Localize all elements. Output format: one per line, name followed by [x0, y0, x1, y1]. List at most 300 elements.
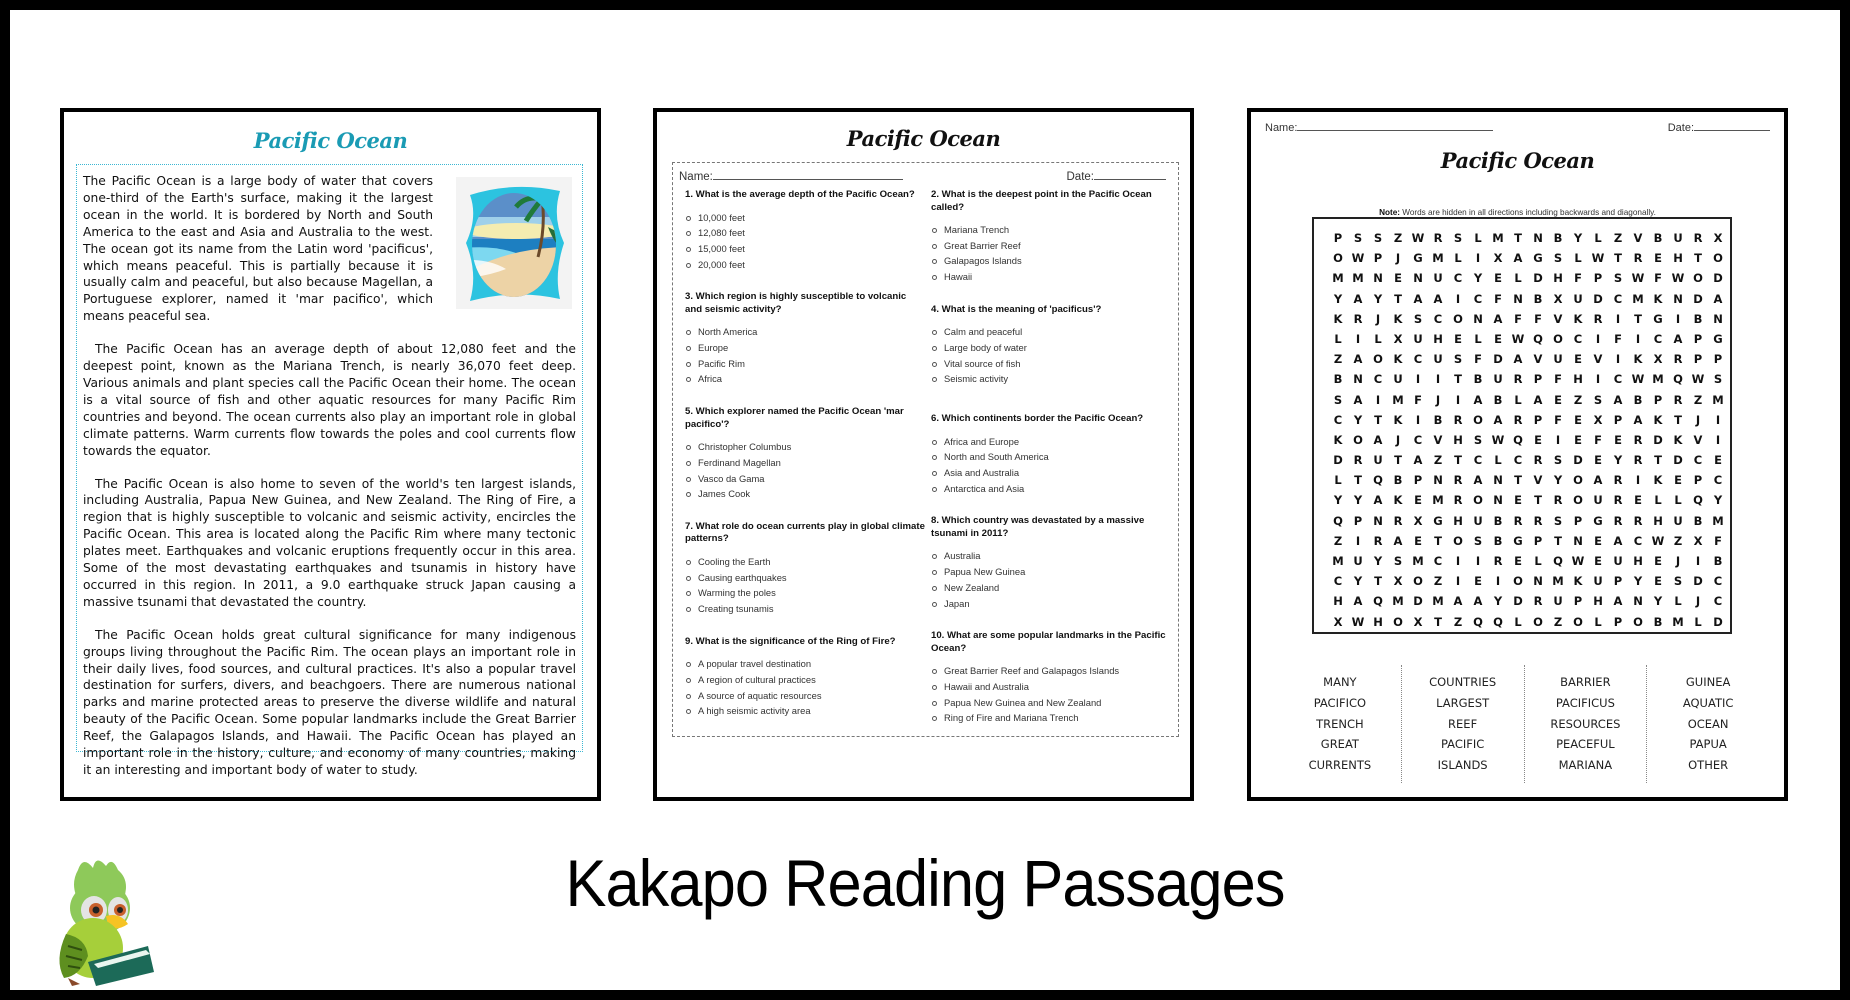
grid-letter[interactable]: A [1473, 392, 1483, 407]
grid-letter[interactable]: E [1494, 271, 1502, 286]
grid-letter[interactable]: E [1654, 251, 1662, 266]
grid-letter[interactable]: B [1533, 291, 1543, 306]
grid-letter[interactable]: G [1713, 331, 1723, 346]
answer-option[interactable]: 10,000 feet [685, 210, 925, 226]
grid-letter[interactable]: M [1412, 554, 1424, 568]
grid-letter[interactable]: J [1375, 311, 1381, 326]
grid-letter[interactable]: K [1393, 311, 1403, 326]
grid-letter[interactable]: T [1614, 251, 1622, 266]
grid-letter[interactable]: S [1393, 554, 1403, 568]
grid-letter[interactable]: K [1393, 493, 1403, 508]
grid-letter[interactable]: P [1613, 412, 1623, 427]
grid-letter[interactable]: H [1453, 513, 1463, 528]
answer-option[interactable]: North and South America [931, 449, 1171, 465]
grid-letter[interactable]: J [1395, 251, 1401, 266]
grid-letter[interactable]: M [1632, 291, 1644, 306]
grid-letter[interactable]: J [1395, 432, 1401, 447]
grid-letter[interactable]: A [1493, 311, 1503, 326]
answer-option[interactable]: Christopher Columbus [685, 439, 925, 455]
grid-letter[interactable]: X [1693, 533, 1703, 548]
grid-letter[interactable]: B [1433, 412, 1443, 427]
grid-letter[interactable]: U [1553, 594, 1563, 609]
grid-letter[interactable]: K [1653, 412, 1663, 427]
grid-letter[interactable]: D [1573, 453, 1583, 468]
grid-letter[interactable]: T [1534, 493, 1542, 508]
grid-letter[interactable]: C [1713, 473, 1723, 488]
grid-letter[interactable]: S [1453, 352, 1463, 367]
grid-letter[interactable]: N [1513, 291, 1523, 306]
grid-letter[interactable]: O [1713, 251, 1723, 266]
grid-letter[interactable]: M [1432, 493, 1444, 508]
grid-letter[interactable]: W [1631, 372, 1645, 387]
grid-letter[interactable]: P [1693, 352, 1703, 367]
grid-letter[interactable]: X [1333, 614, 1343, 629]
grid-letter[interactable]: P [1713, 352, 1723, 367]
grid-letter[interactable]: M [1332, 554, 1344, 568]
grid-letter[interactable]: P [1693, 473, 1703, 488]
grid-letter[interactable]: P [1533, 412, 1543, 427]
grid-letter[interactable]: Y [1633, 574, 1643, 589]
grid-letter[interactable]: R [1693, 231, 1703, 245]
grid-letter[interactable]: M [1712, 392, 1724, 407]
grid-letter[interactable]: R [1673, 352, 1683, 367]
grid-letter[interactable]: C [1653, 331, 1663, 346]
grid-letter[interactable]: A [1493, 412, 1503, 427]
grid-letter[interactable]: J [1695, 412, 1701, 427]
grid-letter[interactable]: E [1594, 554, 1602, 568]
grid-letter[interactable]: P [1573, 594, 1583, 609]
grid-letter[interactable]: I [1595, 331, 1601, 346]
grid-letter[interactable]: I [1415, 372, 1421, 387]
grid-letter[interactable]: A [1613, 533, 1623, 548]
grid-letter[interactable]: O [1413, 574, 1423, 589]
answer-option[interactable]: A popular travel destination [685, 656, 925, 672]
grid-letter[interactable]: A [1373, 493, 1383, 508]
grid-letter[interactable]: S [1613, 271, 1623, 286]
grid-letter[interactable]: Y [1353, 493, 1363, 508]
grid-letter[interactable]: B [1333, 372, 1343, 387]
grid-letter[interactable]: P [1353, 513, 1363, 528]
grid-letter[interactable]: O [1533, 614, 1543, 629]
grid-letter[interactable]: D [1593, 291, 1603, 306]
grid-letter[interactable]: R [1513, 372, 1523, 387]
grid-letter[interactable]: U [1373, 453, 1383, 468]
grid-letter[interactable]: T [1454, 453, 1462, 468]
grid-letter[interactable]: J [1675, 554, 1681, 568]
grid-letter[interactable]: N [1473, 311, 1483, 326]
grid-letter[interactable]: V [1433, 432, 1443, 447]
grid-letter[interactable]: Q [1493, 614, 1503, 629]
grid-letter[interactable]: K [1673, 432, 1683, 447]
grid-letter[interactable]: S [1473, 533, 1483, 548]
grid-letter[interactable]: N [1633, 594, 1643, 609]
grid-letter[interactable]: D [1533, 271, 1543, 286]
grid-letter[interactable]: A [1353, 352, 1363, 367]
grid-letter[interactable]: C [1473, 453, 1483, 468]
grid-letter[interactable]: E [1514, 554, 1522, 568]
grid-letter[interactable]: A [1513, 251, 1523, 266]
grid-letter[interactable]: M [1492, 231, 1504, 245]
grid-letter[interactable]: L [1514, 271, 1522, 286]
grid-letter[interactable]: T [1394, 453, 1402, 468]
grid-letter[interactable]: T [1374, 412, 1382, 427]
answer-option[interactable]: Papua New Guinea [931, 564, 1171, 580]
answer-option[interactable]: Great Barrier Reef [931, 238, 1171, 254]
grid-letter[interactable]: F [1534, 311, 1542, 326]
name-field[interactable] [679, 169, 903, 183]
grid-letter[interactable]: E [1714, 453, 1722, 468]
grid-letter[interactable]: B [1553, 231, 1563, 245]
grid-letter[interactable]: I [1355, 331, 1361, 346]
grid-letter[interactable]: W [1591, 251, 1605, 266]
grid-letter[interactable]: B [1633, 392, 1643, 407]
grid-letter[interactable]: Z [1693, 392, 1703, 407]
grid-letter[interactable]: Z [1433, 574, 1443, 589]
grid-letter[interactable]: R [1613, 473, 1623, 488]
grid-letter[interactable]: B [1493, 513, 1503, 528]
grid-letter[interactable]: S [1673, 574, 1683, 589]
grid-letter[interactable]: B [1693, 311, 1703, 326]
grid-letter[interactable]: W [1511, 331, 1525, 346]
grid-letter[interactable]: P [1373, 251, 1383, 266]
grid-letter[interactable]: S [1333, 392, 1343, 407]
answer-option[interactable]: Australia [931, 548, 1171, 564]
grid-letter[interactable]: I [1615, 352, 1621, 367]
grid-letter[interactable]: P [1613, 574, 1623, 589]
answer-option[interactable]: Vital source of fish [931, 356, 1171, 372]
grid-letter[interactable]: R [1633, 432, 1643, 447]
grid-letter[interactable]: R [1533, 513, 1543, 528]
grid-letter[interactable]: C [1433, 554, 1443, 568]
grid-letter[interactable]: H [1553, 271, 1563, 286]
grid-letter[interactable]: Y [1353, 574, 1363, 589]
grid-letter[interactable]: T [1674, 412, 1682, 427]
grid-letter[interactable]: W [1671, 271, 1685, 286]
grid-letter[interactable]: D [1693, 574, 1703, 589]
grid-letter[interactable]: I [1475, 554, 1481, 568]
grid-letter[interactable]: J [1695, 594, 1701, 609]
grid-letter[interactable]: V [1633, 231, 1643, 245]
grid-letter[interactable]: U [1353, 554, 1363, 568]
grid-letter[interactable]: V [1533, 473, 1543, 488]
grid-letter[interactable]: X [1393, 331, 1403, 346]
grid-letter[interactable]: W [1631, 271, 1645, 286]
grid-letter[interactable]: F [1614, 331, 1622, 346]
grid-letter[interactable]: Y [1333, 291, 1343, 306]
grid-letter[interactable]: N [1673, 291, 1683, 306]
grid-letter[interactable]: M [1352, 271, 1364, 286]
grid-letter[interactable]: T [1514, 473, 1522, 488]
grid-letter[interactable]: L [1574, 251, 1582, 266]
grid-letter[interactable]: D [1413, 594, 1423, 609]
grid-letter[interactable]: Q [1473, 614, 1483, 629]
grid-letter[interactable]: R [1393, 513, 1403, 528]
grid-letter[interactable]: L [1674, 594, 1682, 609]
date-field[interactable] [1067, 169, 1167, 183]
grid-letter[interactable]: E [1574, 412, 1582, 427]
grid-letter[interactable]: Z [1573, 392, 1583, 407]
grid-letter[interactable]: U [1593, 493, 1603, 508]
grid-letter[interactable]: T [1434, 533, 1442, 548]
grid-letter[interactable]: O [1393, 614, 1403, 629]
grid-letter[interactable]: A [1353, 291, 1363, 306]
grid-letter[interactable]: C [1433, 311, 1443, 326]
grid-letter[interactable]: A [1353, 392, 1363, 407]
grid-letter[interactable]: O [1513, 574, 1523, 589]
answer-option[interactable]: Causing earthquakes [685, 570, 925, 586]
grid-letter[interactable]: A [1373, 432, 1383, 447]
grid-letter[interactable]: R [1633, 453, 1643, 468]
grid-letter[interactable]: I [1455, 291, 1461, 306]
grid-letter[interactable]: S [1473, 432, 1483, 447]
grid-letter[interactable]: S [1593, 392, 1603, 407]
grid-letter[interactable]: A [1413, 453, 1423, 468]
answer-option[interactable]: Japan [931, 596, 1171, 612]
grid-letter[interactable]: E [1634, 493, 1642, 508]
grid-letter[interactable]: K [1573, 311, 1583, 326]
grid-letter[interactable]: V [1533, 352, 1543, 367]
grid-letter[interactable]: R [1353, 311, 1363, 326]
grid-letter[interactable]: R [1453, 412, 1463, 427]
grid-letter[interactable]: C [1713, 574, 1723, 589]
grid-letter[interactable]: L [1514, 614, 1522, 629]
grid-letter[interactable]: Y [1613, 453, 1623, 468]
grid-letter[interactable]: K [1653, 473, 1663, 488]
grid-letter[interactable]: H [1633, 554, 1643, 568]
grid-letter[interactable]: A [1513, 352, 1523, 367]
grid-letter[interactable]: G [1413, 251, 1423, 266]
grid-letter[interactable]: O [1453, 311, 1463, 326]
grid-letter[interactable]: P [1413, 473, 1423, 488]
grid-letter[interactable]: M [1712, 513, 1724, 528]
grid-letter[interactable]: R [1493, 554, 1503, 568]
grid-letter[interactable]: T [1354, 473, 1362, 488]
grid-letter[interactable]: O [1553, 331, 1563, 346]
grid-letter[interactable]: L [1334, 331, 1342, 346]
grid-letter[interactable]: P [1333, 231, 1343, 245]
answer-option[interactable]: New Zealand [931, 580, 1171, 596]
grid-letter[interactable]: G [1533, 251, 1543, 266]
grid-letter[interactable]: A [1353, 594, 1363, 609]
grid-letter[interactable]: P [1653, 392, 1663, 407]
grid-letter[interactable]: E [1554, 392, 1562, 407]
grid-letter[interactable]: P [1533, 372, 1543, 387]
grid-letter[interactable]: G [1433, 513, 1443, 528]
grid-letter[interactable]: M [1652, 372, 1664, 387]
grid-letter[interactable]: F [1414, 392, 1422, 407]
grid-letter[interactable]: G [1593, 513, 1603, 528]
grid-letter[interactable]: Y [1373, 291, 1383, 306]
answer-option[interactable]: Seismic activity [931, 371, 1171, 387]
grid-letter[interactable]: X [1493, 251, 1503, 266]
grid-letter[interactable]: M [1392, 594, 1404, 609]
grid-letter[interactable]: M [1432, 594, 1444, 609]
grid-letter[interactable]: C [1633, 533, 1643, 548]
answer-option[interactable]: 12,080 feet [685, 225, 925, 241]
grid-letter[interactable]: R [1593, 311, 1603, 326]
grid-letter[interactable]: X [1413, 614, 1423, 629]
grid-letter[interactable]: L [1534, 554, 1542, 568]
grid-letter[interactable]: R [1513, 513, 1523, 528]
grid-letter[interactable]: O [1693, 271, 1703, 286]
grid-letter[interactable]: H [1573, 372, 1583, 387]
grid-letter[interactable]: T [1634, 311, 1642, 326]
grid-letter[interactable]: Q [1333, 513, 1343, 528]
grid-letter[interactable]: U [1673, 513, 1683, 528]
grid-letter[interactable]: F [1554, 372, 1562, 387]
grid-letter[interactable]: Z [1333, 352, 1343, 367]
grid-letter[interactable]: A [1613, 392, 1623, 407]
grid-letter[interactable]: N [1433, 473, 1443, 488]
answer-option[interactable]: A high seismic activity area [685, 703, 925, 719]
grid-letter[interactable]: E [1534, 432, 1542, 447]
grid-letter[interactable]: A [1413, 291, 1423, 306]
grid-letter[interactable]: T [1514, 231, 1522, 245]
grid-letter[interactable]: A [1473, 473, 1483, 488]
grid-letter[interactable]: B [1493, 392, 1503, 407]
grid-letter[interactable]: I [1615, 311, 1621, 326]
grid-letter[interactable]: P [1573, 513, 1583, 528]
grid-letter[interactable]: J [1435, 392, 1441, 407]
grid-letter[interactable]: F [1514, 311, 1522, 326]
grid-letter[interactable]: S [1373, 231, 1383, 245]
grid-letter[interactable]: D [1513, 594, 1523, 609]
answer-option[interactable]: 20,000 feet [685, 257, 925, 273]
grid-letter[interactable]: E [1394, 271, 1402, 286]
grid-letter[interactable]: P [1693, 331, 1703, 346]
answer-option[interactable]: Ferdinand Magellan [685, 455, 925, 471]
grid-letter[interactable]: E [1574, 432, 1582, 447]
grid-letter[interactable]: D [1673, 453, 1683, 468]
grid-letter[interactable]: H [1333, 594, 1343, 609]
grid-letter[interactable]: R [1353, 453, 1363, 468]
grid-letter[interactable]: R [1373, 533, 1383, 548]
grid-letter[interactable]: N [1713, 311, 1723, 326]
grid-letter[interactable]: F [1494, 291, 1502, 306]
grid-letter[interactable]: C [1613, 291, 1623, 306]
grid-letter[interactable]: Z [1553, 614, 1563, 629]
answer-option[interactable]: Galapagos Islands [931, 253, 1171, 269]
answer-option[interactable]: A region of cultural practices [685, 672, 925, 688]
grid-letter[interactable]: R [1673, 392, 1683, 407]
grid-letter[interactable]: K [1573, 574, 1583, 589]
grid-letter[interactable]: W [1491, 432, 1505, 447]
grid-letter[interactable]: B [1493, 533, 1503, 548]
grid-letter[interactable]: E [1614, 432, 1622, 447]
answer-option[interactable]: Cooling the Earth [685, 554, 925, 570]
grid-letter[interactable]: S [1553, 453, 1563, 468]
grid-letter[interactable]: V [1553, 311, 1563, 326]
grid-letter[interactable]: I [1375, 392, 1381, 407]
grid-letter[interactable]: Y [1353, 412, 1363, 427]
grid-letter[interactable]: R [1513, 412, 1523, 427]
grid-letter[interactable]: I [1435, 372, 1441, 387]
grid-letter[interactable]: L [1454, 251, 1462, 266]
grid-letter[interactable]: R [1553, 493, 1563, 508]
grid-letter[interactable]: A [1433, 291, 1443, 306]
grid-letter[interactable]: E [1474, 574, 1482, 589]
grid-letter[interactable]: I [1455, 554, 1461, 568]
grid-letter[interactable]: S [1553, 251, 1563, 266]
grid-letter[interactable]: Y [1553, 473, 1563, 488]
grid-letter[interactable]: Y [1493, 594, 1503, 609]
answer-option[interactable]: Asia and Australia [931, 465, 1171, 481]
grid-letter[interactable]: I [1675, 311, 1681, 326]
grid-letter[interactable]: T [1394, 291, 1402, 306]
grid-letter[interactable]: K [1393, 412, 1403, 427]
grid-letter[interactable]: W [1571, 554, 1585, 568]
grid-letter[interactable]: I [1555, 432, 1561, 447]
grid-letter[interactable]: C [1693, 453, 1703, 468]
grid-letter[interactable]: B [1653, 614, 1663, 629]
grid-letter[interactable]: L [1654, 493, 1662, 508]
grid-letter[interactable]: R [1533, 453, 1543, 468]
grid-letter[interactable]: I [1455, 574, 1461, 589]
grid-letter[interactable]: P [1533, 533, 1543, 548]
grid-letter[interactable]: I [1715, 432, 1721, 447]
grid-letter[interactable]: V [1693, 432, 1703, 447]
grid-letter[interactable]: N [1533, 231, 1543, 245]
grid-letter[interactable]: B [1473, 372, 1483, 387]
grid-letter[interactable]: F [1574, 271, 1582, 286]
grid-letter[interactable]: X [1593, 412, 1603, 427]
grid-letter[interactable]: N [1373, 271, 1383, 286]
grid-letter[interactable]: L [1494, 453, 1502, 468]
grid-letter[interactable]: C [1713, 594, 1723, 609]
grid-letter[interactable]: R [1453, 473, 1463, 488]
grid-letter[interactable]: D [1493, 352, 1503, 367]
grid-letter[interactable]: I [1495, 574, 1501, 589]
grid-letter[interactable]: K [1633, 352, 1643, 367]
grid-letter[interactable]: L [1594, 614, 1602, 629]
grid-letter[interactable]: R [1433, 231, 1443, 245]
grid-letter[interactable]: R [1453, 493, 1463, 508]
grid-letter[interactable]: A [1613, 594, 1623, 609]
grid-letter[interactable]: S [1713, 372, 1723, 387]
grid-letter[interactable]: W [1411, 231, 1425, 245]
answer-option[interactable]: Great Barrier Reef and Galapagos Islands [931, 663, 1171, 679]
grid-letter[interactable]: M [1552, 574, 1564, 589]
grid-letter[interactable]: U [1493, 372, 1503, 387]
grid-letter[interactable]: Q [1513, 432, 1523, 447]
grid-letter[interactable]: O [1573, 614, 1583, 629]
grid-letter[interactable]: B [1713, 554, 1723, 568]
grid-letter[interactable]: C [1333, 574, 1343, 589]
grid-letter[interactable]: M [1672, 614, 1684, 629]
grid-letter[interactable]: N [1533, 574, 1543, 589]
grid-letter[interactable]: U [1393, 372, 1403, 387]
grid-letter[interactable]: A [1393, 533, 1403, 548]
answer-option[interactable]: Calm and peaceful [931, 324, 1171, 340]
grid-letter[interactable]: E [1594, 453, 1602, 468]
grid-letter[interactable]: E [1494, 331, 1502, 346]
grid-letter[interactable]: S [1353, 231, 1363, 245]
grid-letter[interactable]: C [1473, 291, 1483, 306]
grid-letter[interactable]: L [1594, 231, 1602, 245]
grid-letter[interactable]: A [1453, 594, 1463, 609]
grid-letter[interactable]: W [1351, 251, 1365, 266]
grid-letter[interactable]: C [1573, 331, 1583, 346]
grid-letter[interactable]: K [1393, 352, 1403, 367]
grid-letter[interactable]: I [1715, 412, 1721, 427]
grid-letter[interactable]: Z [1453, 614, 1463, 629]
grid-letter[interactable]: X [1393, 574, 1403, 589]
answer-option[interactable]: Mariana Trench [931, 222, 1171, 238]
grid-letter[interactable]: U [1613, 554, 1623, 568]
grid-letter[interactable]: U [1573, 291, 1583, 306]
grid-letter[interactable]: E [1654, 554, 1662, 568]
grid-letter[interactable]: I [1695, 554, 1701, 568]
